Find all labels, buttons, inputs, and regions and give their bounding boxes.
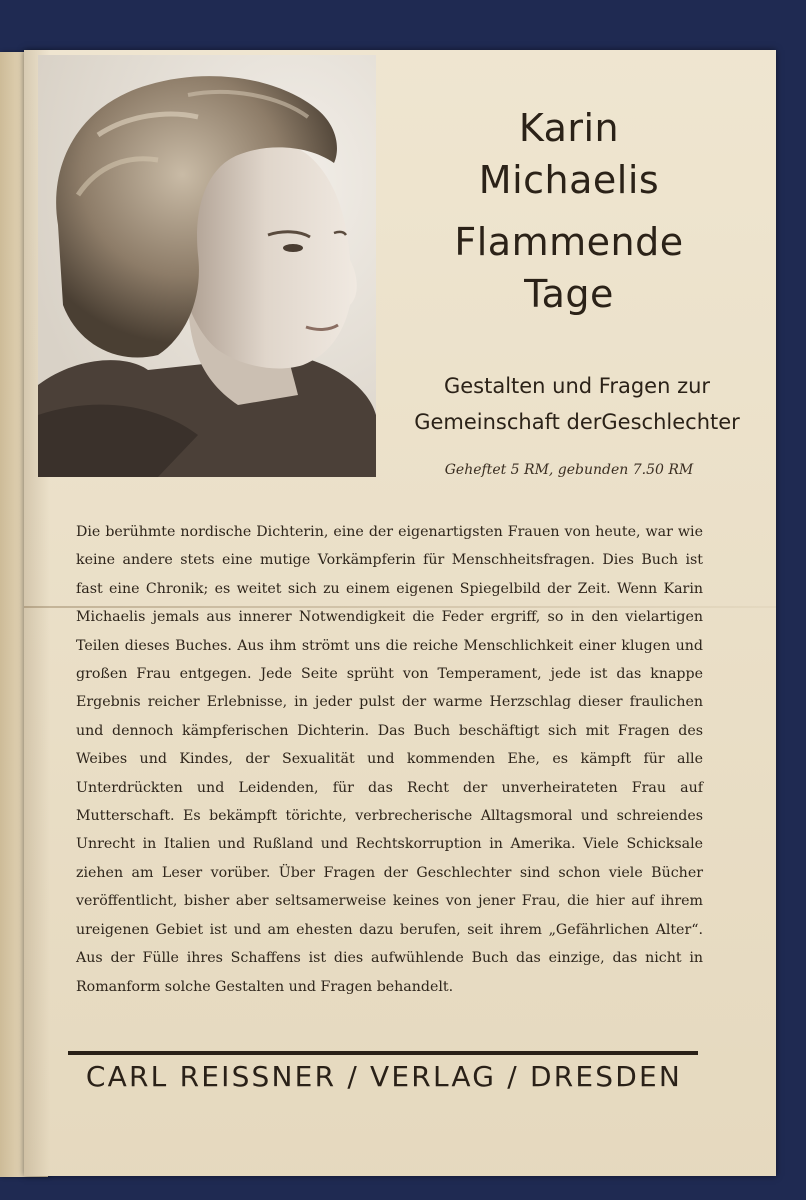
publisher-imprint: CARL REISSNER / VERLAG / DRESDEN — [85, 1060, 683, 1093]
portrait-illustration — [38, 55, 376, 477]
book-title-line-2: Tage — [524, 272, 614, 316]
author-portrait-photo — [38, 55, 376, 477]
author-first-name: Karin — [518, 106, 620, 150]
subtitle-line-1: Gestalten und Fragen zur — [443, 374, 711, 398]
description-paragraph: Die berühmte nordische Dichterin, eine der eigenartigsten Frauen von heute, war wie keine andere stets eine mutige Vorkämpferin für Menschheitsfragen. Dies Buch ist fast eine Chronik; es weitet sich zu einem eigenen Spiegelbild der Zeit. Wenn Karin Michaelis jemals aus innerer Notwendigkeit die Feder ergriff, so in den vielartigen Teilen dieses Buches. Aus ihm strömt uns die reiche Menschlichkeit einer klugen und großen Frau entgegen. Jede Seite sprüht von Temperament, jede ist das knappe Ergebnis reicher Erlebnisse, in jeder pulst der warme Herzschlag dieser fraulichen und dennoch kämpferischen Dichterin. Das Buch beschäftigt sich mit Fragen des Weibes und Kindes, der Sexualität und kommenden Ehe, es kämpft für alle Unterdrückten und Leidenden, für das Recht der unverheirateten Frau auf Mutterschaft. Es bekämpft törichte, verbrecherische Alltagsmoral und schreiendes Unrecht in Italien und Rußland und Rechtskorruption in Amerika. Viele Schicksale ziehen am Leser vorüber. Über Fragen der Geschlechter sind schon viele Bücher veröffentlicht, bisher aber seltsamerweise keines von jener Frau, die hier auf ihrem ureigenen Gebiet ist und am ehesten dazu berufen, seit ihrem „Gefährlichen Alter“. Aus der Fülle ihres Schaffens ist dies aufwühlende Buch das einzige, das nicht in Romanform solche Gestalten und Fragen behandelt. — [76, 524, 703, 995]
divider-rule — [68, 1051, 698, 1055]
title-block — [384, 102, 754, 320]
subtitle — [382, 368, 772, 440]
subtitle-line-2: Gemeinschaft derGeschlechter — [414, 410, 740, 434]
leaflet-page — [24, 50, 776, 1176]
book-title-line-1: Flammende — [454, 220, 684, 264]
price-info: Geheftet 5 RM, gebunden 7.50 RM — [444, 462, 694, 478]
author-last-name: Michaelis — [478, 158, 660, 202]
